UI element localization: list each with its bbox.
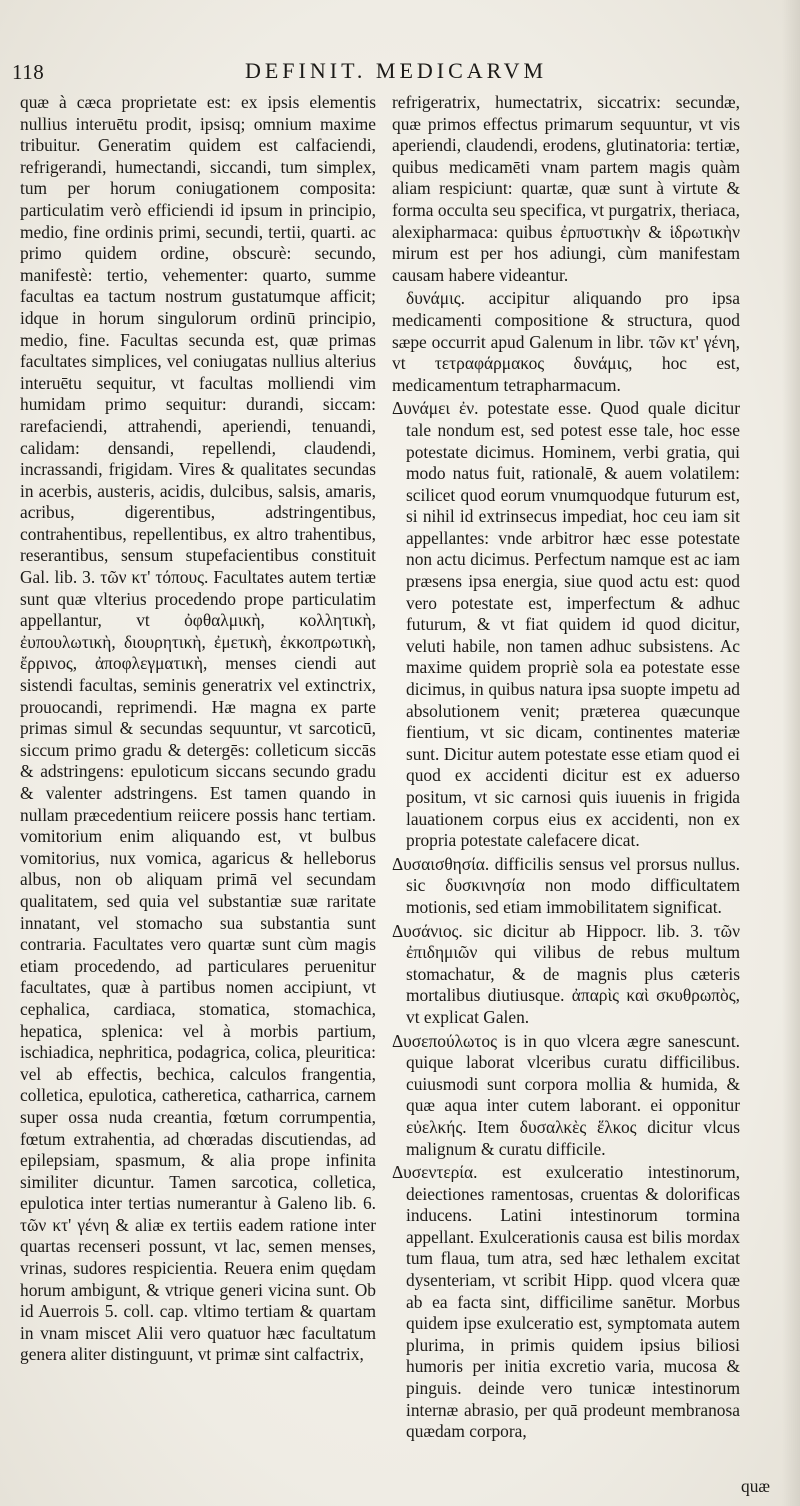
- entry-dysepulotos: Δυσεπούλωτος is in quo vlcera ægre sanescunt. quique laborat vlceribus curatu difficilibus. cuiusmodi sunt corpora mollia & humida, & quæ aqua inter cutem laborant. ei opponitur εὐελκής. Item δυσαλκὲς ἕλκος dicitur vlcus malignum & curatu difficile.: [392, 1030, 740, 1159]
- left-paragraph: quæ à cæca proprietate est: ex ipsis elementis nullius interuētu prodit, ipsisq; omnium maxime tribuitur. Generatim quidem est calfaciendi, refrigerandi, humectandi, siccandi, tum simplex, tum per horum coniugationem composita: particulatim verò efficiendi id ipsum in principio, medio, fine ordinis primi, secundi, tertii, quarti. ac primo quidem ordine, obscurè: secundo, manifestè: tertio, vehementer: quarto, summe facultas ea tactum nostrum gustatumque afficit; idque in horum singulorum ordinū principio, medio, fine. Facultas secunda est, quæ primas facultates simplices, vel coniugatas nullius alterius interuētu sequitur, vt facultas molliendi vim humidam primo sequitur: durandi, siccam: rarefaciendi, attrahendi, aperiendi, tenuandi, calidam: densandi, repellendi, claudendi, incrassandi, frigidam. Vires & qualitates secundas in acerbis, austeris, acidis, dulcibus, salsis, amaris, acribus, digerentibus, adstringentibus, contrahentibus, repellentibus, ex altro trahentibus, reserantibus, sensum stupefacientibus constituit Gal. lib. 3. τῶν κτ' τόπους. Facultates autem tertiæ sunt quæ vlterius procedendo prope particulatim appellantur, vt ὀφθαλμικὴ, κολλητικὴ, ἐυπουλωτικὴ, διουρητικὴ, ἐμετικὴ, ἐκκοπρωτικὴ, ἔρρινος, ἀποφλεγματικὴ, menses ciendi aut sistendi facultas, seminis generatrix vel extinctrix, prouocandi, reprimendi. Hæ magna ex parte primas simul & secundas sequuntur, vt sarcoticū, siccum primo gradu & detergēs: colleticum siccās & adstringens: epuloticum siccans secundo gradu & valenter adstringens. Est tamen quando in nullam præcedentium reiicere possis hanc tertiam. vomitorium enim aliquando est, vt bulbus vomitorius, nux vomica, agaricus & helleborus albus, non ob aliquam primā vel secundam qualitatem, sed quia vel substantiæ suæ raritate innatant, vel stomacho sua substantia sunt contraria. Facultates vero quartæ sunt cùm magis etiam procedendo, ad particulares peruenitur facultates, quæ à partibus nomen accipiunt, vt cephalica, cardiaca, stomatica, stomachica, hepatica, splenica: vel à morbis partium, ischiadica, nephritica, podagrica, colica, pleuritica: vel ab effectis, bechica, calculos frangentia, colletica, epulotica, catheretica, catharrica, carnem super ossa nuda creantia, fœtum corrumpentia, fœtum extrahentia, ad chœradas discutiendas, ad epilepsiam, spasmum, & alia prope infinita similiter dicuntur. Tamen sarcotica, colletica, epulotica inter tertias numerantur à Galeno lib. 6. τῶν κτ' γένη & aliæ ex tertiis eadem ratione inter quartas recenseri possunt, vt lac, semen menses, vrinas, sudores respicientia. Reuera enim quędam horum ambigunt, & vtrique generi vicina sunt. Ob id Auerrois 5. coll. cap. vltimo tertiam & quartam in vnam miscet Alii vero quatuor hæc facultatum genera aliter distinguunt, vt primæ sint calfactrix,: [20, 92, 376, 1365]
- right-column: [392, 92, 740, 1445]
- left-column: [20, 92, 376, 1368]
- entry-dysanios: Δυσάνιος. sic dicitur ab Hippocr. lib. 3. τῶν ἐπιδημιῶν qui vilibus de rebus multum stomachatur, & de magnis plus cæteris mortalibus diutiusque. ἀπαρὶς καὶ σκυθρωπὸς, vt explicat Galen.: [392, 920, 740, 1027]
- right-paragraph: refrigeratrix, humectatrix, siccatrix: secundæ, quæ primos effectus primarum sequuntur, vt vis aperiendi, claudendi, erodens, glutinatoria: tertiæ, quibus medicamēti vnam partem magis quàm aliam respiciunt: quartæ, quæ sunt à virtute & forma occulta seu specifica, vt purgatrix, theriaca, alexipharmaca: quibus ἐρπυστικὴν & ἱδρωτικὴν mirum est per hos adiungi, cùm manifestam causam habere videantur.: [392, 92, 740, 285]
- page-gutter-shadow: [782, 0, 800, 1506]
- catchword: quæ: [741, 1476, 770, 1496]
- running-title: DEFINIT. MEDICARVM: [244, 58, 548, 83]
- entry-dysenteria: Δυσεντερία. est exulceratio intestinorum, deiectiones ramentosas, cruentas & dolorificas inducens. Latini intestinorum tormina appellant. Exulcerationis causa est bilis mordax tum flaua, tum atra, sed hæc lethalem excitat dysenteriam, vt scribit Hipp. quod vlcera quæ ab ea facta sint, difficilime sanētur. Morbus quidem ipse exulceratio est, symptomata autem plurima, in primis quidem ipsius biliosi humoris per initia excretio varia, mucosa & pinguis. deinde vero tunicæ intestinorum internæ abrasio, per quā prodeunt membranosa quædam corpora,: [392, 1162, 740, 1442]
- entry-dynamei-einai: Δυνάμει ἐν. potestate esse. Quod quale dicitur tale nondum est, sed potest esse tale, hoc esse potestate dicimus. Hominem, verbi gratia, qui modo natus fuit, rationalē, & auem volatilem: scilicet quod eorum vnumquodque futurum est, si nihil id extrinsecus impediat, hoc ceu iam sit appellantes: vnde arbitror hæc esse potestate non actu dicimus. Perfectum namque est ac iam præsens ipsa energia, siue quod actu est: quod vero potestate est, imperfectum & adhuc futurum, & vt fiat quidem id quod dicitur, veluti habile, non tamen adhuc subsistens. Ac maxime quidem propriè sola ea potestate esse dicimus, in quibus natura ipsa suopte impetu ad absolutionem venit; præterea quæcunque fientium, vt sic dicam, continentes materiæ sunt. Dicitur autem potestate esse etiam quod ei quod ex accidenti dicitur est ex aduerso positum, vt sic carnosi quis iuuenis in frigida lauationem corpus eius ex accidenti, non ex propria potestate calefacere dicat.: [392, 398, 740, 851]
- page-number: 118: [12, 60, 45, 84]
- entry-dysaisthesia: Δυσαισθησία. difficilis sensus vel prorsus nullus. sic δυσκινησία non modo difficultatem motionis, sed etiam immobilitatem significat.: [392, 853, 740, 917]
- entry-dynamis: δυνάμις. accipitur aliquando pro ipsa medicamenti compositione & structura, quod sæpe occurrit apud Galenum in libr. τῶν κτ' γένη, vt τετραφάρμακος δυνάμις, hoc est, medicamentum tetrapharmacum.: [392, 288, 740, 395]
- running-head: [12, 58, 780, 86]
